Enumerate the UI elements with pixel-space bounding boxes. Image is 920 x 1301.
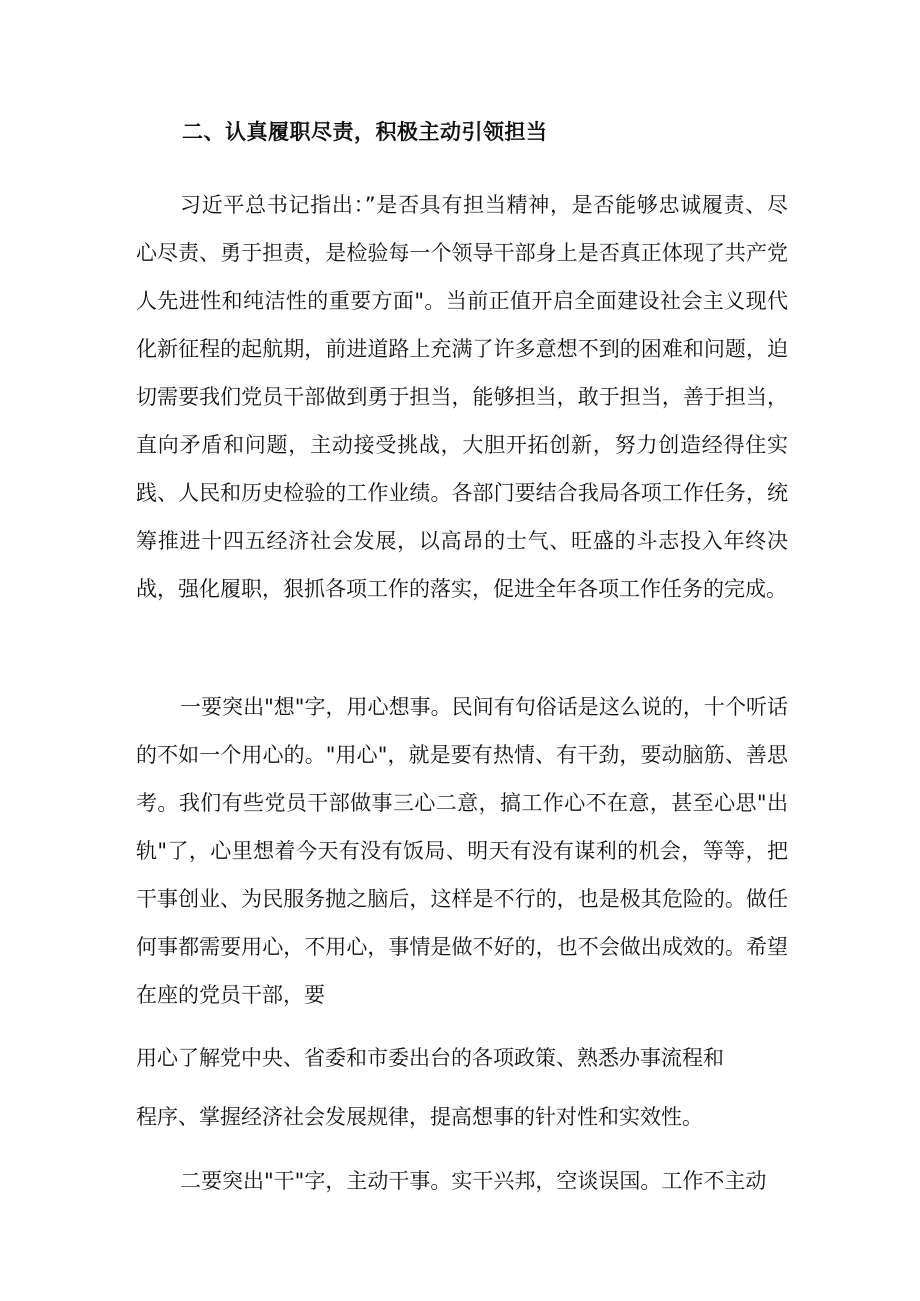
paragraph-do: 二要突出"干"字，主动干事。实干兴邦，空谈误国。工作不主动 [180, 1169, 767, 1193]
paragraph-think-continuation-line-2: 程序、掌握经济社会发展规律，提高想事的针对性和实效性。 [136, 1105, 703, 1129]
paragraph-accountability: 习近平总书记指出：”是否具有担当精神，是否能够忠诚履责、尽心尽责、勇于担责，是检验每一个领导干部身上是否真正体现了共产党人先进性和纯洁性的重要方面"。当前正值开启全面建设社会主义现代化新征程的起航期，前进道路上充满了许多意想不到的困难和问题，迫切需要我们党员干部做到勇于担当，能够担当，敢于担当，善于担当，直向矛盾和问题，主动接受挑战，大胆开拓创新，努力创造经得住实践、人民和历史检验的工作业绩。各部门要结合我局各项工作任务，统筹推进十四五经济社会发展，以高昂的士气、旺盛的斗志投入年终决战，强化履职，狠抓各项工作的落实，促进全年各项工作任务的完成。 [136, 193, 788, 601]
section-heading: 二、认真履职尽责，积极主动引领担当 [182, 120, 548, 144]
paragraph-think: 一要突出"想"字，用心想事。民间有句俗话是这么说的，十个听话的不如一个用心的。"用心"，就是要有热情、有干劲，要动脑筋、善思考。我们有些党员干部做事三心二意，搞工作心不在意，甚至心思"出轨"了，心里想着今天有没有饭局、明天有没有谋利的机会，等等，把干事创业、为民服务抛之脑后，这样是不行的，也是极其危险的。做任何事都需要用心，不用心，事情是做不好的，也不会做出成效的。希望在座的党员干部，要 [136, 695, 788, 1007]
paragraph-think-continuation-line-1: 用心了解党中央、省委和市委出台的各项政策、熟悉办事流程和 [136, 1046, 724, 1070]
